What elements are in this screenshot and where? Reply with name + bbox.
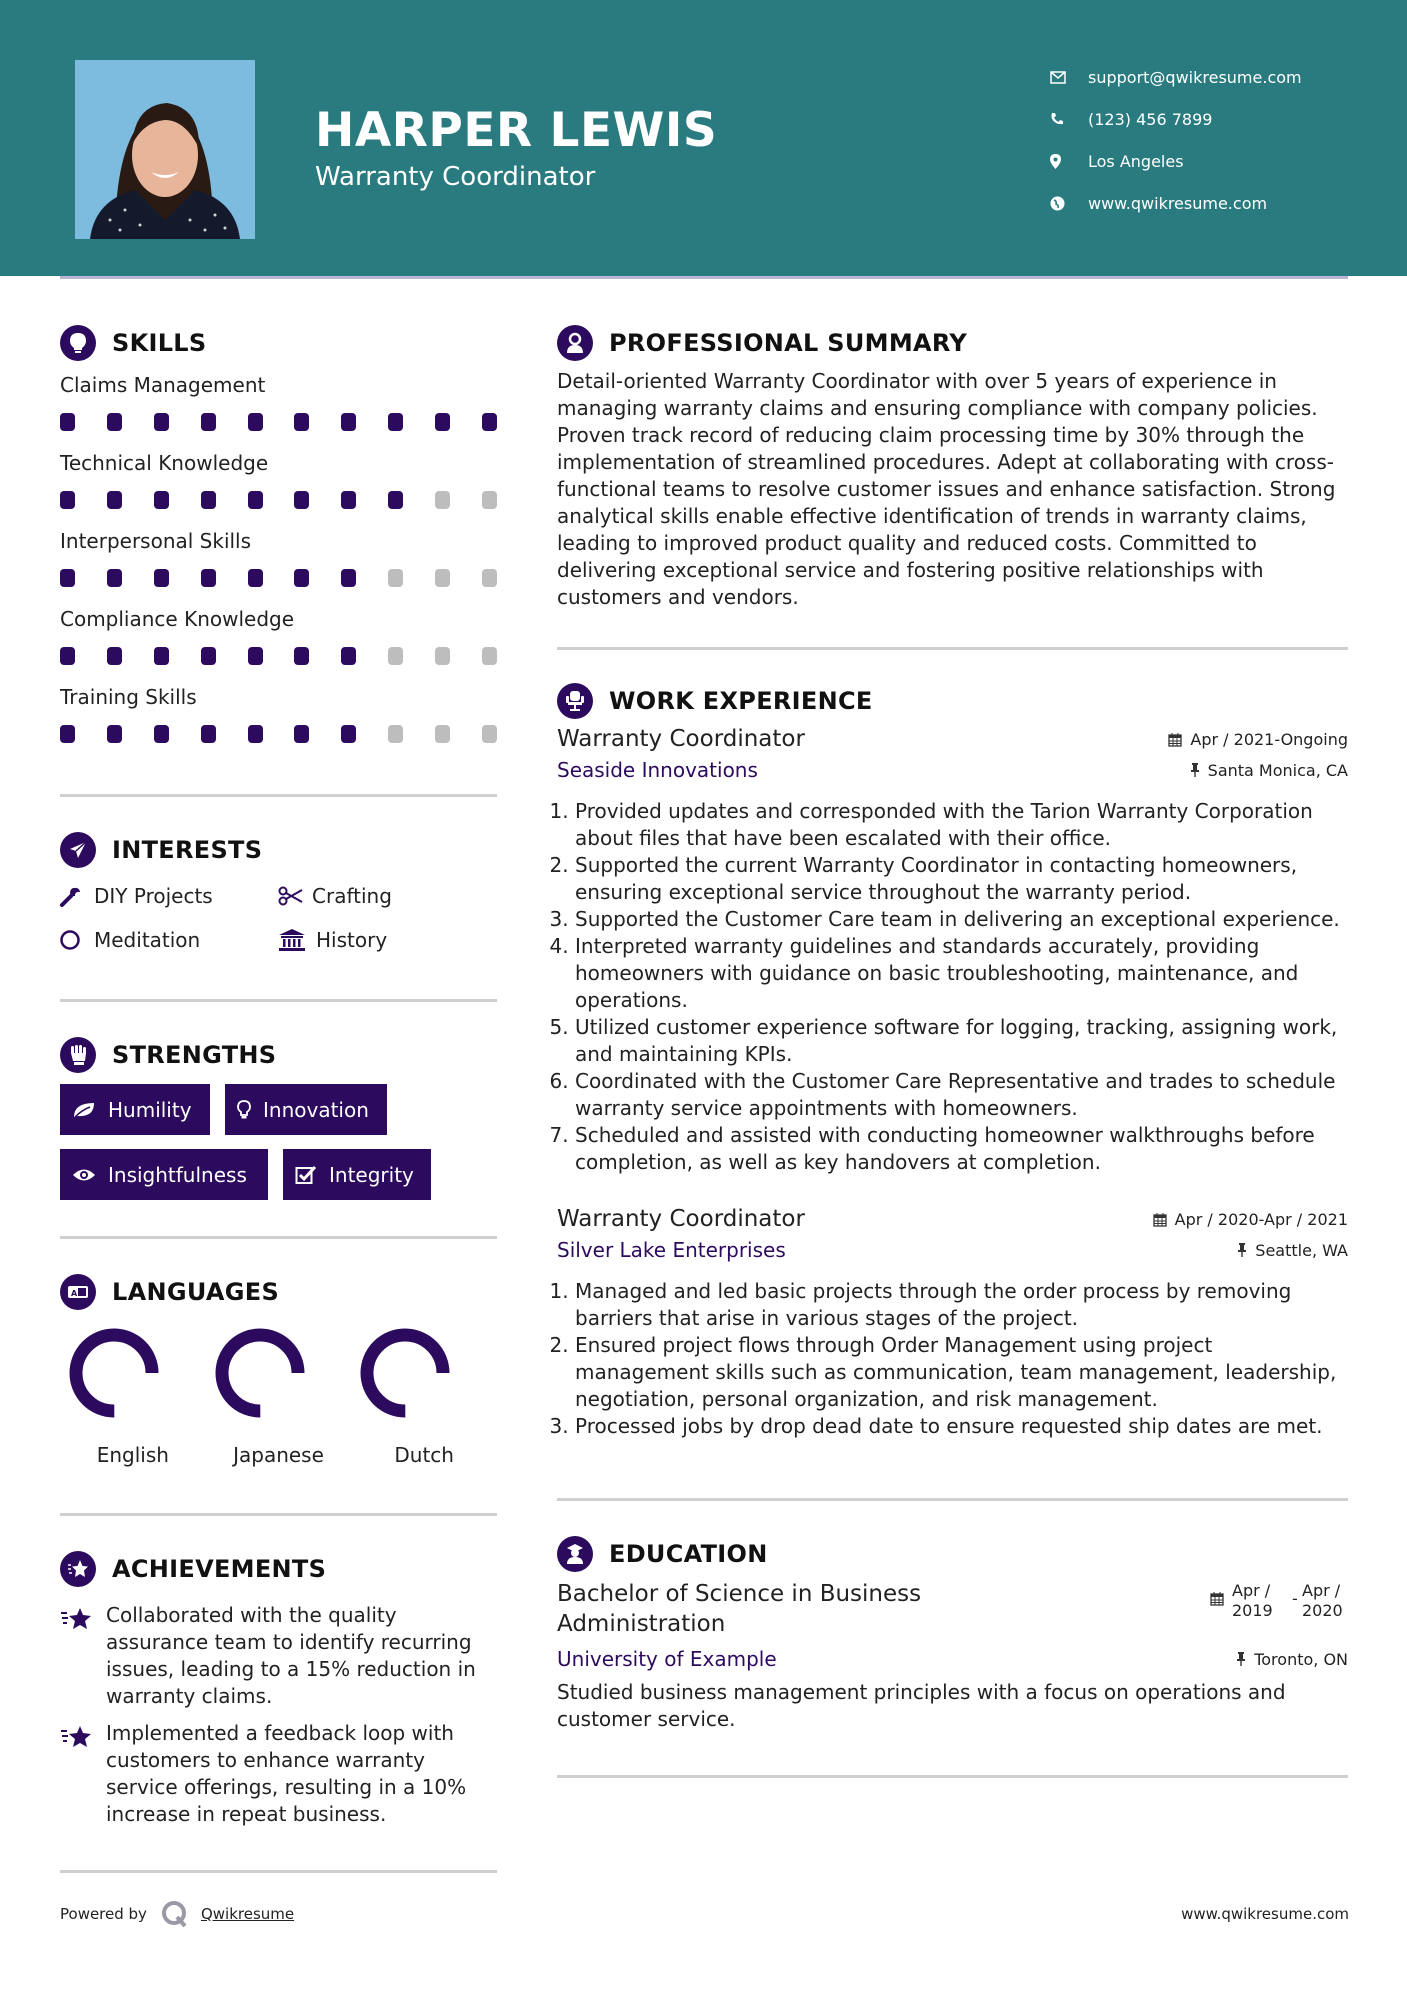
rating-dot-filled [341,647,356,665]
interest-meditation: Meditation [60,923,278,957]
skill-item [60,526,497,600]
rating-dot-filled [294,725,309,743]
envelope-icon [1050,71,1088,84]
job-bullet: 1. Provided updates and corresponded with the Tarion Warranty Corporation about files that have been escalated with their office. [575,798,1348,852]
scissors-icon [278,886,312,906]
company-name: Seaside Innovations [557,758,758,782]
rating-dot-filled [107,413,122,431]
rating-dot-empty [435,725,450,743]
job-location: Santa Monica, CA [1190,761,1348,780]
section-title: INTERESTS [112,836,263,864]
section-title: ACHIEVEMENTS [112,1555,327,1583]
job-title: Warranty Coordinator [557,1206,805,1232]
resume-header [0,0,1407,276]
calendar-icon [1168,732,1182,747]
language-item [206,1325,352,1467]
rating-dot-filled [294,647,309,665]
section-divider [60,1870,497,1873]
job-bullet: 2. Ensured project flows through Order Management using project management skills such as communication, team management, leadership, negotiation, personal organization, and risk management. [575,1332,1348,1413]
graduate-icon [557,1536,593,1572]
education-section [557,1531,1348,1733]
job-bullets [557,798,1348,1176]
contact-email[interactable]: support@qwikresume.com [1050,56,1302,98]
section-title: SKILLS [112,329,207,357]
fist-icon [60,1037,96,1073]
lightbulb-icon [237,1100,251,1120]
paper-plane-icon [60,832,96,868]
rating-dot-filled [107,647,122,665]
rating-dot-filled [60,725,75,743]
rating-dot-filled [201,569,216,587]
skill-name: Technical Knowledge [60,451,269,475]
achievement-item [60,1602,497,1710]
company-name: Silver Lake Enterprises [557,1238,786,1262]
rating-dot-filled [248,491,263,509]
section-divider [557,647,1348,650]
achievement-item [60,1720,497,1828]
eye-icon [72,1167,96,1183]
section-divider [60,794,497,797]
skill-item [60,682,497,756]
museum-icon [278,929,316,951]
rating-dot-filled [341,491,356,509]
rating-dot-filled [248,413,263,431]
skill-name: Training Skills [60,685,197,709]
pushpin-icon [1236,1652,1246,1666]
rating-dot-filled [482,413,497,431]
rating-dot-empty [388,569,403,587]
rating-dot-filled [341,569,356,587]
achievement-text: Collaborated with the quality assurance team to identify recurring issues, leading to a 15% reduction in warranty claims. [106,1603,476,1708]
job-bullet: 3. Processed jobs by drop dead date to ensure requested ship dates are met. [575,1413,1348,1440]
footer-powered-by: Powered by Qwikresume [60,1900,294,1928]
achievements-section [60,1546,497,1828]
languages-section [60,1269,497,1467]
language-progress-ring [212,1325,308,1421]
rating-dot-filled [388,413,403,431]
rating-dot-filled [201,491,216,509]
rating-dot-empty [435,647,450,665]
interests-section [60,827,497,957]
contact-website[interactable]: www.qwikresume.com [1050,182,1302,224]
rating-dot-filled [154,725,169,743]
job-bullet: 6. Coordinated with the Customer Care Representative and trades to schedule warranty service appointments with homeowners. [575,1068,1348,1122]
school-name: University of Example [557,1647,777,1671]
job-dates: Apr / 2021-Ongoing [1168,730,1348,749]
section-title: STRENGTHS [112,1041,277,1069]
section-title: LANGUAGES [112,1278,280,1306]
skill-item [60,604,497,678]
rating-dot-filled [107,569,122,587]
rating-dot-filled [435,413,450,431]
rating-dot-filled [154,647,169,665]
rating-dot-filled [154,491,169,509]
translate-icon [60,1274,96,1310]
rating-dot-empty [435,569,450,587]
job-dates: Apr / 2020-Apr / 2021 [1153,1210,1348,1229]
skill-name: Interpersonal Skills [60,529,252,553]
rating-dot-empty [482,491,497,509]
skill-item [60,370,497,444]
strength-tag-innovation: Innovation [225,1084,387,1135]
job-bullet: 4. Interpreted warranty guidelines and standards accurately, providing homeowners with guidance on basic troubleshooting, maintenance, and operations. [575,933,1348,1014]
star-icon [60,1720,106,1828]
pushpin-icon [1237,1243,1247,1257]
section-title: WORK EXPERIENCE [609,687,873,715]
rating-dot-filled [248,569,263,587]
profile-photo [75,60,255,239]
skill-rating [60,634,497,678]
job-bullet: 5. Utilized customer experience software for logging, tracking, assigning work, and maintaining KPIs. [575,1014,1348,1068]
job-location: Seattle, WA [1237,1241,1348,1260]
rating-dot-filled [341,413,356,431]
contact-list [1050,56,1302,224]
rating-dot-filled [294,569,309,587]
contact-phone[interactable]: (123) 456 7899 [1050,98,1302,140]
globe-icon [1050,196,1088,211]
rating-dot-filled [60,569,75,587]
rating-dot-empty [482,647,497,665]
user-icon [557,325,593,361]
checkbox-icon [295,1165,317,1185]
section-title: PROFESSIONAL SUMMARY [609,329,968,357]
language-label: Japanese [233,1443,324,1467]
job-entry [557,1206,1348,1440]
lightbulb-icon [60,325,96,361]
map-marker-icon [1050,154,1088,169]
rating-dot-filled [154,413,169,431]
job-bullet: 3. Supported the Customer Care team in delivering an exceptional experience. [575,906,1348,933]
experience-section [557,678,1348,1440]
strength-tag-humility: Humility [60,1084,210,1135]
rating-dot-filled [341,725,356,743]
section-divider [60,1236,497,1239]
rating-dot-filled [248,725,263,743]
skill-rating [60,556,497,600]
job-entry [557,726,1348,1176]
star-badge-icon [60,1551,96,1587]
job-bullet: 2. Supported the current Warranty Coordinator in contacting homeowners, ensuring exceptional service throughout the warranty period. [575,852,1348,906]
interest-diy-projects: DIY Projects [60,879,278,913]
language-label: Dutch [394,1443,454,1467]
leaf-icon [72,1101,96,1119]
section-divider [557,1775,1348,1778]
circle-icon [60,929,94,951]
education-location: Toronto, ON [1236,1650,1348,1669]
rating-dot-empty [435,491,450,509]
job-bullet: 7. Scheduled and assisted with conducting homeowner walkthroughs before completion, as well as key handovers at completion. [575,1122,1348,1176]
skill-item [60,448,497,522]
section-divider [60,999,497,1002]
achievement-text: Implemented a feedback loop with customers to enhance warranty service offerings, resulting in a 10% increase in repeat business. [106,1721,467,1826]
interest-history: History [278,923,496,957]
candidate-name: HARPER LEWIS [315,103,718,158]
skill-rating [60,478,497,522]
language-item [351,1325,497,1467]
rating-dot-filled [294,413,309,431]
strength-tag-integrity: Integrity [283,1149,431,1200]
skill-name: Claims Management [60,373,266,397]
rating-dot-filled [154,569,169,587]
pushpin-icon [1190,763,1200,777]
language-progress-ring [66,1325,162,1421]
rating-dot-filled [388,491,403,509]
rating-dot-empty [388,647,403,665]
section-title: EDUCATION [609,1540,768,1568]
rating-dot-empty [482,725,497,743]
rating-dot-filled [60,491,75,509]
svg-text:A: A [71,1289,78,1298]
left-column [60,320,497,1873]
education-description: Studied business management principles with a focus on operations and customer service. [557,1680,1286,1731]
job-title: Warranty Coordinator [557,726,805,752]
education-dates: Apr / 2019 - Apr / 2020 [1210,1581,1348,1621]
language-progress-ring [357,1325,453,1421]
job-bullet: 1. Managed and led basic projects through the order process by removing barriers that arise in various stages of the project. [575,1278,1348,1332]
strengths-section [60,1032,497,1200]
right-column [557,320,1348,1778]
rating-dot-filled [60,647,75,665]
rating-dot-filled [107,491,122,509]
summary-text: Detail-oriented Warranty Coordinator with over 5 years of experience in managing warranty claims and ensuring compliance with company policies. Proven track record of reducing claim processing time by 30% through the implementation of streamlined procedures. Adept at collaborating with cross-functional teams to resolve customer issues and enhance satisfaction. Strong analytical skills enable effective identification of trends in warranty claims, leading to improved product quality and reduced costs. Committed to delivering exceptional service and fostering positive relationships with customers and vendors. [557,369,1336,609]
rating-dot-filled [107,725,122,743]
star-icon [60,1602,106,1710]
footer-url[interactable]: www.qwikresume.com [1181,1905,1349,1923]
phone-icon [1050,112,1088,126]
skill-rating [60,712,497,756]
language-label: English [96,1443,169,1467]
rating-dot-filled [248,647,263,665]
strength-tag-insightfulness: Insightfulness [60,1149,268,1200]
section-divider [557,1498,1348,1501]
calendar-icon [1210,1591,1224,1606]
skill-rating [60,400,497,444]
skills-section [60,320,497,756]
summary-section [557,320,1348,611]
rating-dot-empty [482,569,497,587]
degree-title: Bachelor of Science in Business Administration [557,1581,922,1637]
header-divider [60,276,1348,279]
interest-crafting: Crafting [278,879,496,913]
rating-dot-filled [201,413,216,431]
rating-dot-filled [201,647,216,665]
job-bullets [557,1278,1348,1440]
wrench-icon [60,885,94,907]
rating-dot-filled [294,491,309,509]
office-chair-icon [557,683,593,719]
section-divider [60,1513,497,1516]
contact-location: Los Angeles [1050,140,1302,182]
skill-name: Compliance Knowledge [60,607,295,631]
qwikresume-logo-icon [161,1900,189,1928]
qwikresume-link[interactable]: Qwikresume [200,1905,295,1923]
candidate-title: Warranty Coordinator [315,162,596,192]
education-end: Apr / 2020 [1302,1581,1343,1620]
rating-dot-filled [201,725,216,743]
education-start: Apr / 2019 [1232,1581,1273,1620]
rating-dot-filled [60,413,75,431]
calendar-icon [1153,1212,1167,1227]
language-item [60,1325,206,1467]
rating-dot-empty [388,725,403,743]
